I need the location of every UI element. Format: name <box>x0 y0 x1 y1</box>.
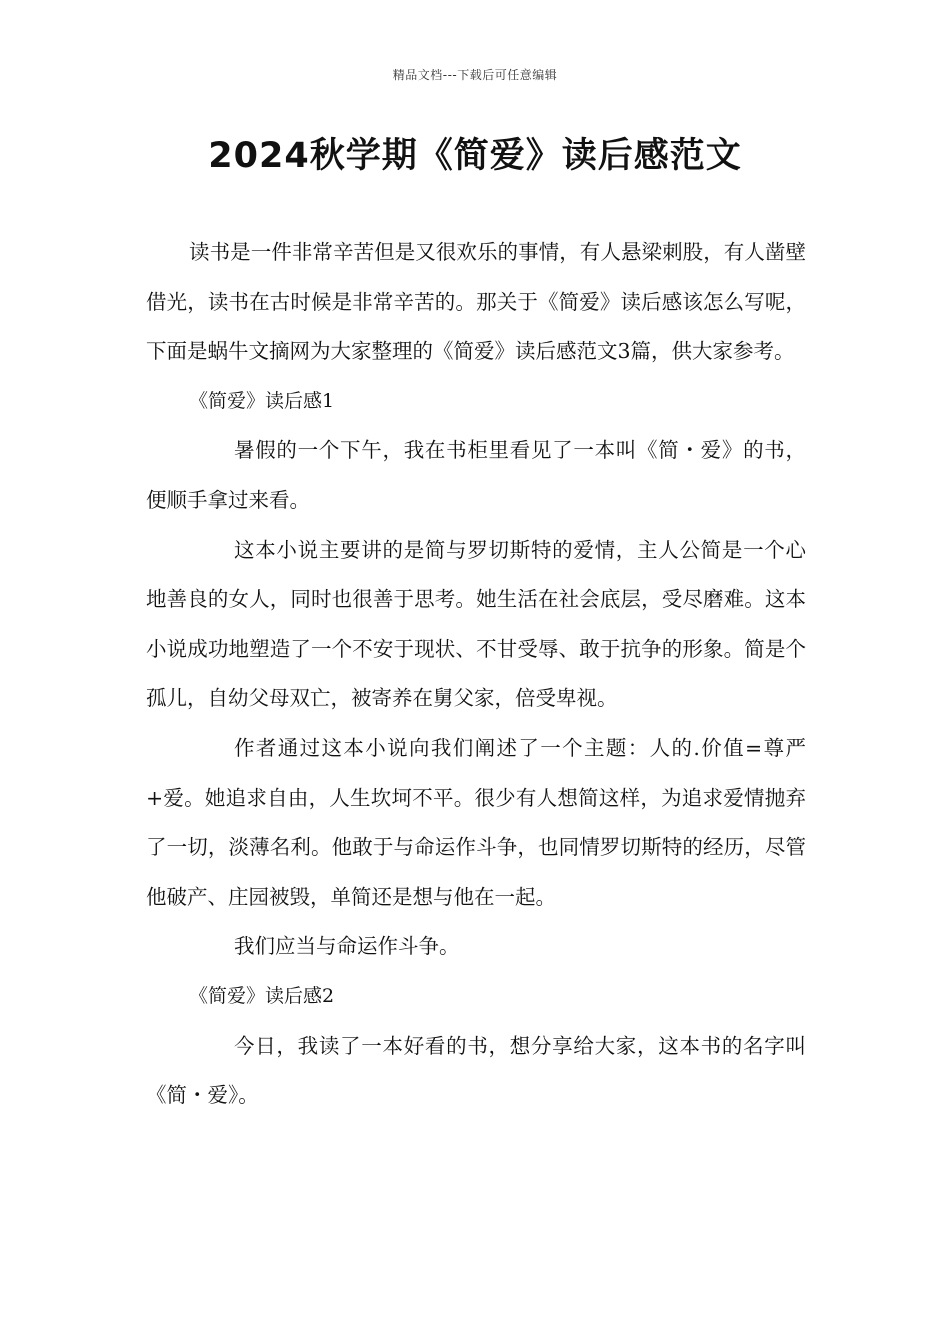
header-note: 精品文档---下载后可任意编辑 <box>392 68 558 82</box>
section-closing: 我们应当与命运作斗争。 <box>234 934 460 959</box>
document-body <box>146 228 806 1121</box>
section-paragraph: 今日，我读了一本好看的书，想分享给大家，这本书的名字叫《简・爱》。 <box>146 1033 806 1108</box>
section-heading: 《简爱》读后感1 <box>189 389 335 412</box>
section-paragraph: 暑假的一个下午，我在书柜里看见了一本叫《简・爱》的书，便顺手拿过来看。 <box>146 438 806 512</box>
section-heading: 《简爱》读后感2 <box>189 984 335 1007</box>
intro-paragraph: 读书是一件非常辛苦但是又很欢乐的事情，有人悬梁刺股，有人凿壁借光，读书在古时候是非常辛苦的。那关于《简爱》读后感该怎么写呢，下面是蜗牛文摘网为大家整理的《简爱》读后感范文3篇，供大家参考。 <box>146 240 806 364</box>
section-paragraph: 作者通过这本小说向我们阐述了一个主题：人的.价值=尊严+爱。她追求自由，人生坎坷不平。很少有人想简这样，为追求爱情抛弃了一切，淡薄名利。他敢于与命运作斗争，也同情罗切斯特的经历，尽管他破产、庄园被毁，单简还是想与他在一起。 <box>146 735 806 909</box>
document-title: 2024秋学期《简爱》读后感范文 <box>208 136 742 176</box>
section-paragraph: 这本小说主要讲的是简与罗切斯特的爱情，主人公简是一个心地善良的女人，同时也很善于思考。她生活在社会底层，受尽磨难。这本小说成功地塑造了一个不安于现状、不甘受辱、敢于抗争的形象。简是个孤儿，自幼父母双亡，被寄养在舅父家，倍受卑视。 <box>146 537 806 711</box>
